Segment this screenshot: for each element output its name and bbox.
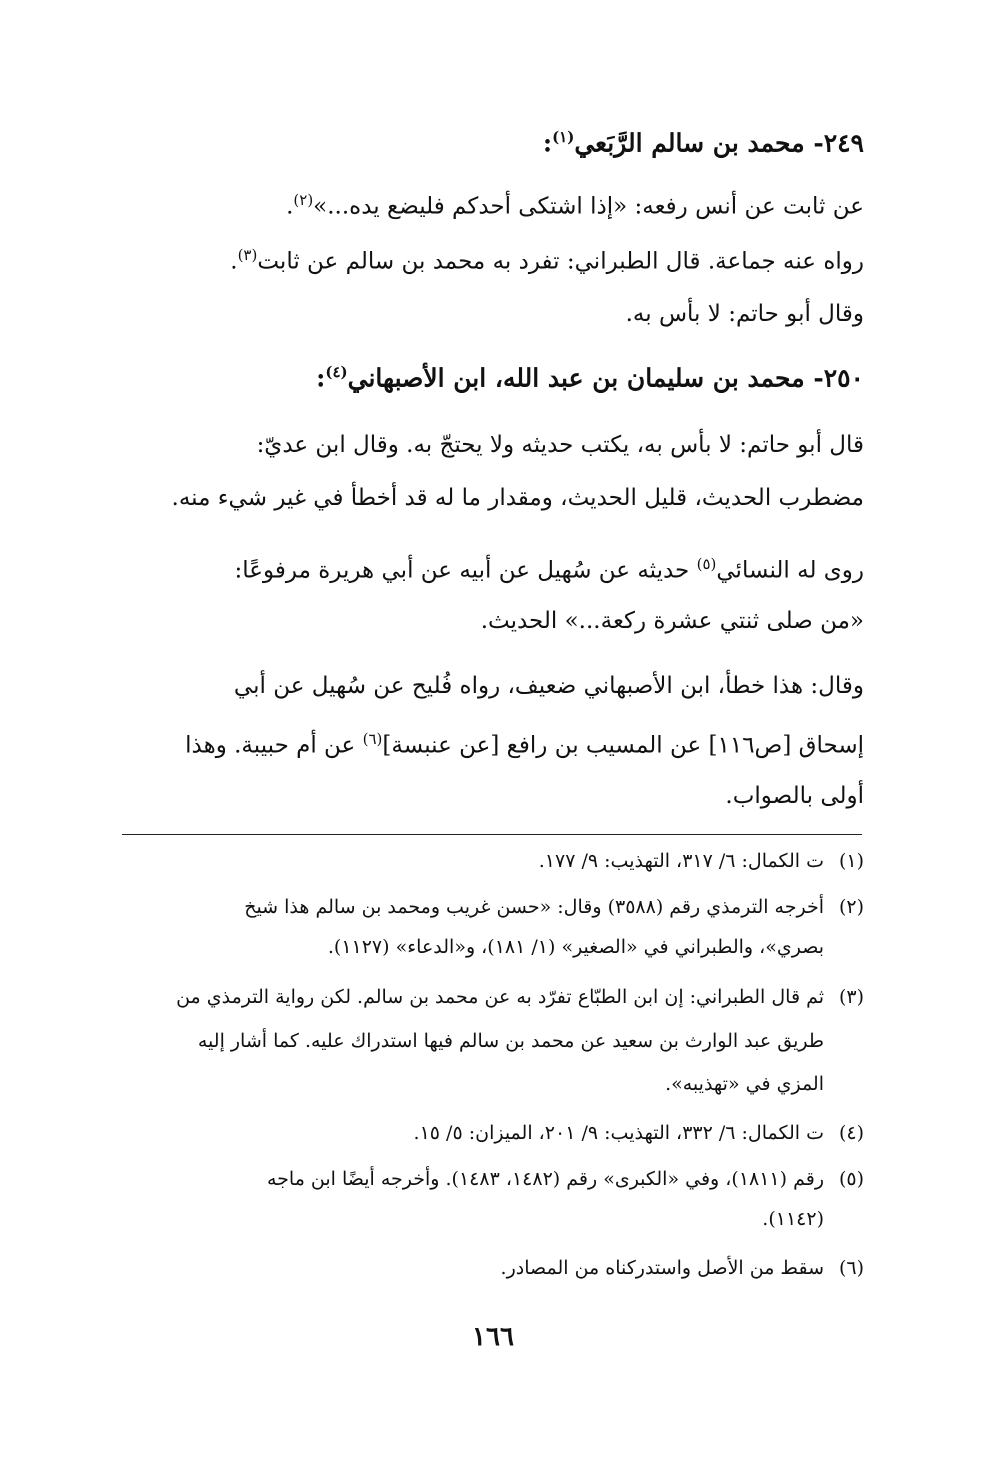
footnote: (٢)أخرجه الترمذي رقم (٣٥٨٨) وقال: «حسن غريب ومحمد بن سالم هذا شيخ [244, 896, 864, 918]
footnote: (١)ت الكمال: ٦/ ٣١٧، التهذيب: ٩/ ١٧٧. [538, 850, 864, 872]
body-line: وقال أبو حاتم: لا بأس به. [625, 301, 864, 327]
footnote: (٣)ثم قال الطبراني: إن ابن الطبّاع تفرّد به عن محمد بن سالم. لكن رواية الترمذي من [176, 986, 864, 1008]
body-line: روى له النسائي$^{(٥)}$ حديثه عن سُهيل عن أبيه عن أبي هريرة مرفوعًا: [234, 555, 864, 584]
entry-name: محمد بن سالم الرَّبَعي [574, 128, 805, 158]
body-line: رواه عنه جماعة. قال الطبراني: تفرد به محمد بن سالم عن ثابت$^{(٣)}$. [230, 246, 864, 275]
footnote-number: (٥) [838, 1168, 864, 1190]
entry-number: ٢٤٩- [813, 128, 864, 158]
footnote-ref: (٥) [696, 555, 717, 573]
page-number: ١٦٦ [472, 1322, 514, 1352]
body-line: «من صلى ثنتي عشرة ركعة...» الحديث. [480, 608, 864, 634]
footnote-ref: (٦) [362, 730, 383, 748]
body-line: مضطرب الحديث، قليل الحديث، ومقدار ما له قد أخطأ في غير شيء منه. [171, 485, 864, 511]
footnote-separator [122, 834, 862, 835]
footnote-continuation: (١١٤٢). [762, 1208, 824, 1230]
entry-number: ٢٥٠- [813, 363, 864, 393]
footnote-ref: (١) [552, 128, 575, 146]
footnote: (٦)سقط من الأصل واستدركناه من المصادر. [500, 1257, 864, 1279]
entry-name: محمد بن سليمان بن عبد الله، ابن الأصبهاني [347, 363, 805, 393]
footnote: (٤)ت الكمال: ٦/ ٣٣٢، التهذيب: ٩/ ٢٠١، الميزان: ٥/ ١٥. [413, 1122, 864, 1144]
footnote-ref: (٢) [293, 191, 314, 209]
entry-heading: ٢٥٠- محمد بن سليمان بن عبد الله، ابن الأصبهاني$^{(٤)}$: [316, 363, 864, 393]
footnote-number: (٣) [838, 986, 864, 1008]
footnote-continuation: المزي في «تهذيبه». [665, 1073, 824, 1095]
footnote-number: (٤) [838, 1122, 864, 1144]
footnote-continuation: بصري»، والطبراني في «الصغير» (١/ ١٨١)، و«الدعاء» (١١٢٧). [327, 936, 824, 958]
footnote-number: (١) [838, 850, 864, 872]
footnote-number: (٢) [838, 896, 864, 918]
footnote: (٥)رقم (١٨١١)، وفي «الكبرى» رقم (١٤٨٢، ١٤٨٣). وأخرجه أيضًا ابن ماجه [266, 1168, 864, 1190]
body-line: عن ثابت عن أنس رفعه: «إذا اشتكى أحدكم فليضع يده...»$^{(٢)}$. [286, 191, 864, 220]
body-line: إسحاق [ص١١٦] عن المسيب بن رافع [عن عنبسة]$^{(٦)}$ عن أم حبيبة. وهذا [185, 730, 864, 759]
body-line: وقال: هذا خطأ، ابن الأصبهاني ضعيف، رواه فُليح عن سُهيل عن أبي [233, 673, 864, 699]
footnote-ref: (٣) [237, 246, 258, 264]
footnote-continuation: طريق عبد الوارث بن سعيد عن محمد بن سالم فيها استدراك عليه. كما أشار إليه [197, 1030, 824, 1052]
body-line: أولى بالصواب. [725, 783, 864, 809]
footnote-number: (٦) [838, 1257, 864, 1279]
footnote-ref: (٤) [325, 363, 348, 381]
entry-heading: ٢٤٩- محمد بن سالم الرَّبَعي$^{(١)}$: [542, 128, 864, 158]
body-line: قال أبو حاتم: لا بأس به، يكتب حديثه ولا يحتجّ به. وقال ابن عديّ: [256, 432, 864, 458]
